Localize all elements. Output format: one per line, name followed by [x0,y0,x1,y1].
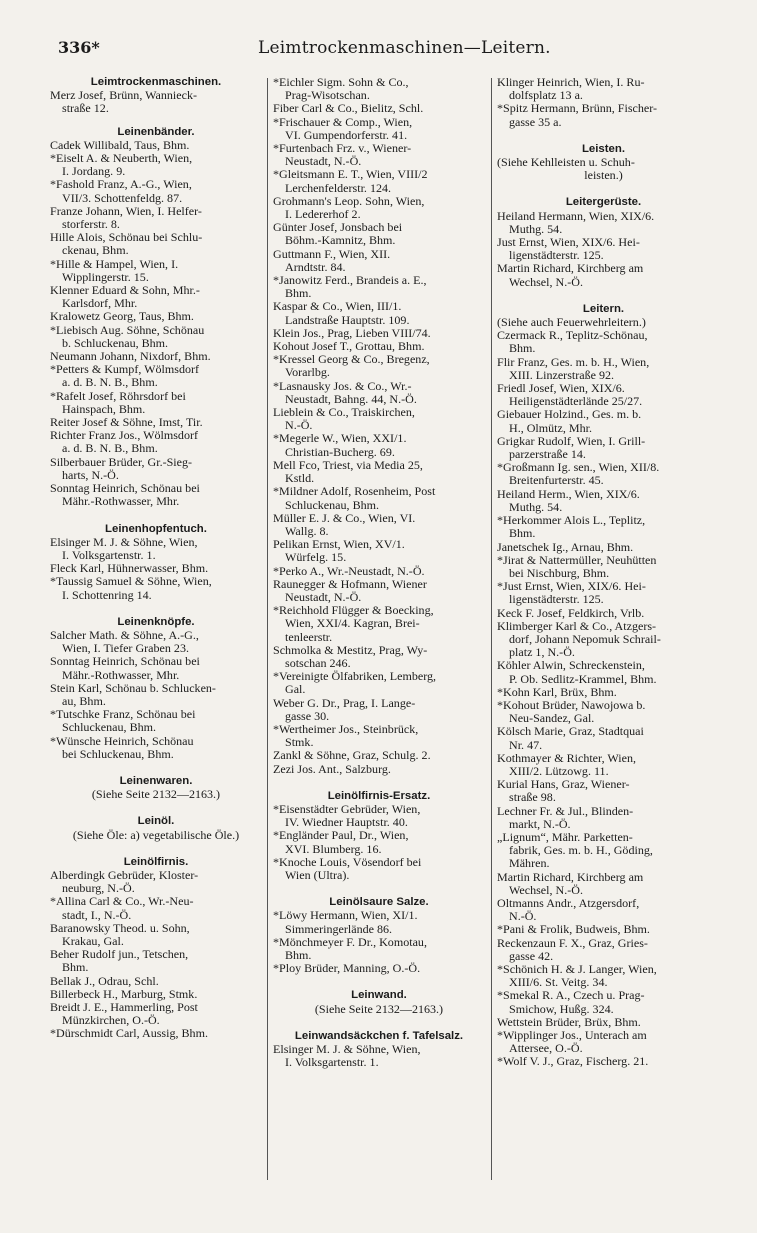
entry-continuation: ckenau, Bhm. [62,244,129,258]
entry-line: Kaspar & Co., Wien, III/1. [273,300,402,314]
entry-continuation: gasse 35 a. [509,115,562,129]
cross-reference: (Siehe Seite 2132—2163.) [91,788,221,802]
entry-continuation: Stmk. [285,736,314,750]
section-heading: Leinwandsäckchen f. Tafelsalz. [294,1029,464,1042]
entry-line: *Fashold Franz, A.-G., Wien, [50,178,192,192]
section-gap [497,129,710,143]
entry-line: *Pani & Frolik, Budweis, Bhm. [497,923,650,937]
entry-line: *Eisenstädter Gebrüder, Wien, [273,802,421,816]
entry-continuation: Bhm. [285,287,312,301]
entry-line: Fiber Carl & Co., Bielitz, Schl. [273,102,424,116]
entry-line: Kölsch Marie, Graz, Stadtquai [497,725,644,739]
entry-continuation: Neustadt, N.-Ö. [285,590,362,604]
entry-line: Grohmann's Leop. Sohn, Wien, [273,194,425,208]
entry-line: Günter Josef, Jonsbach bei [273,221,403,235]
entry-continuation: Hainspach, Bhm. [62,402,146,416]
entry-line: Just Ernst, Wien, XIX/6. Hei- [497,236,640,250]
section-heading: Leisten. [581,142,626,155]
entry-line: Baranowsky Theod. u. Sohn, [50,921,190,935]
entry-line: Neumann Johann, Nixdorf, Bhm. [50,350,211,364]
entry-line: *Dürschmidt Carl, Aussig, Bhm. [50,1027,208,1041]
entry-line: Kralowetz Georg, Taus, Bhm. [50,310,194,324]
entry-line: *Wünsche Heinrich, Schönau [50,734,194,748]
entry-line: Silberbauer Brüder, Gr.-Sieg- [50,455,193,469]
entry-continuation: Heiligenstädterlände 25/27. [509,395,643,409]
entry-continuation: Bhm. [62,961,89,975]
entry-line: Sonntag Heinrich, Schönau bei [50,655,200,669]
entry-continuation: markt, N.-Ö. [509,817,571,831]
entry-line: *Gleitsmann E. T., Wien, VIII/2 [273,168,428,182]
entry-continuation: b. Schluckenau, Bhm. [62,336,169,350]
entry-line: Zezi Jos. Ant., Salzburg. [273,762,391,776]
entry-line: Friedl Josef, Wien, XIX/6. [497,382,625,396]
entry-continuation: ligenstädterstr. 125. [509,593,604,607]
entry-continuation: Wallg. 8. [285,524,329,538]
entry-continuation: Mähr.-Rothwasser, Mhr. [62,668,180,682]
entry-line: (Siehe auch Feuerwehrleitern.) [497,316,646,330]
entry-continuation: platz 1, N.-Ö. [509,646,575,660]
entry-continuation: Wien, I. Tiefer Graben 23. [62,642,189,656]
entry-line: Martin Richard, Kirchberg am [497,262,644,276]
entry-continuation: fabrik, Ges. m. b. H., Göding, [509,844,653,858]
entry-line: *Eichler Sigm. Sohn & Co., [273,76,409,89]
entry-line: Richter Franz Jos., Wölmsdorf [50,429,198,443]
entry-continuation: storferstr. 8. [62,218,120,232]
entry-continuation: Breitenfurterstr. 45. [509,474,604,488]
entry-line: (Siehe Kehlleisten u. Schuh- [497,156,635,170]
entry-line: *Taussig Samuel & Söhne, Wien, [50,575,212,589]
entry-continuation: Schluckenau, Bhm. [285,498,380,512]
entry-continuation: Mähren. [509,857,550,871]
entry-line: Schmolka & Mestitz, Prag, Wy- [273,643,428,657]
entry-line: Kohout Josef T., Grottau, Bhm. [273,340,425,354]
entry-continuation: straße 12. [62,102,109,116]
entry-line: *Mönchmeyer F. Dr., Komotau, [273,935,427,949]
entry-line: *Kohout Brüder, Nawojowa b. [497,698,646,712]
entry-continuation: Lerchenfelderstr. 124. [285,181,392,195]
entry-continuation: Neustadt, Bahng. 44, N.-Ö. [285,392,417,406]
entry-line: *Knoche Louis, Vösendorf bei [273,855,422,869]
section-heading: Leitern. [582,302,625,315]
entry-line: *Wertheimer Jos., Steinbrück, [273,722,419,736]
entry-continuation: a. d. B. N. B., Bhm. [62,442,158,456]
entry-continuation: harts, N.-Ö. [62,468,119,482]
entry-continuation: VI. Gumpendorferstr. 41. [285,128,408,142]
entry-line: „Lignum“, Mähr. Parketten- [497,830,633,844]
entry-line: Köhler Alwin, Schreckenstein, [497,659,645,673]
section-heading: Leinöl. [137,815,175,828]
entry-line: *Mildner Adolf, Rosenheim, Post [273,485,436,499]
entry-line: Weber G. Dr., Prag, I. Lange- [273,696,416,710]
entry-line: Giebauer Holzind., Ges. m. b. [497,408,642,422]
entry-continuation: Smichow, Hußg. 324. [509,1002,614,1016]
entry-continuation: Neustadt, N.-Ö. [285,155,362,169]
entry-continuation: gasse 42. [509,949,554,963]
entry-line: Billerbeck H., Marburg, Stmk. [50,987,198,1001]
entry-line: *Megerle W., Wien, XXI/1. [273,432,407,446]
entry-line: Elsinger M. J. & Söhne, Wien, [273,1043,421,1057]
entry-line: *Herkommer Alois L., Teplitz, [497,514,646,528]
entry-continuation: Landstraße Hauptstr. 109. [285,313,410,327]
column-right [497,76,710,1069]
entry-line: Klenner Eduard & Sohn, Mhr.- [50,284,200,298]
entry-line: *Petters & Kumpf, Wölmsdorf [50,363,200,377]
entry-line: Lechner Fr. & Jul., Blinden- [497,804,634,818]
entry-continuation: dorf, Johann Nepomuk Schrail- [509,632,661,646]
entry-continuation: Krakau, Gal. [62,934,124,948]
page-number: 336* [58,38,100,57]
entry-line: *Lasnausky Jos. & Co., Wr.- [273,379,412,393]
section-heading: Leinenwaren. [119,774,193,787]
entry-line: Klinger Heinrich, Wien, I. Ru- [497,76,645,89]
entry-line: *Großmann Ig. sen., Wien, XII/8. [497,461,660,475]
entry-line: Klimberger Karl & Co., Atzgers- [497,619,657,633]
entry-line: Raunegger & Hofmann, Wiener [273,577,427,591]
entry-continuation: au, Bhm. [62,694,106,708]
entry-continuation: Muthg. 54. [509,500,563,514]
entry-continuation: Böhm.-Kamnitz, Bhm. [285,234,396,248]
section-heading: Leimtrockenmaschinen. [90,76,222,88]
entry-line: Grigkar Rudolf, Wien, I. Grill- [497,434,646,448]
entry-line: Hille Alois, Schönau bei Schlu- [50,231,203,245]
entry-continuation: tenleerstr. [285,630,333,644]
entry-line: Pelikan Ernst, Wien, XV/1. [273,538,405,552]
entry-continuation: parzerstraße 14. [509,448,586,462]
entry-line: Guttmann F., Wien, XII. [273,247,391,261]
entry-continuation: N.-Ö. [285,419,313,433]
entry-line: Keck F. Josef, Feldkirch, Vrlb. [497,606,645,620]
entry-continuation: VII/3. Schottenfeldg. 87. [62,191,183,205]
entry-continuation: ligenstädterstr. 125. [509,249,604,263]
entry-continuation: Münzkirchen, O.-Ö. [62,1014,160,1028]
entry-line: Oltmanns Andr., Atzgersdorf, [497,896,640,910]
entry-continuation: Wien, XXI/4. Kagran, Brei- [285,617,420,631]
entry-line: *Spitz Hermann, Brünn, Fischer- [497,102,658,116]
entry-continuation: bei Nischburg, Bhm. [509,566,610,580]
entry-continuation: I. Schottenring 14. [62,588,152,602]
entry-continuation: Wechsel, N.-Ö. [509,275,583,289]
entry-line: Flir Franz, Ges. m. b. H., Wien, [497,355,650,369]
section-heading: Leinölfirnis-Ersatz. [327,789,431,802]
entry-continuation: XIII. Linzerstraße 92. [509,368,615,382]
entry-line: *Janowitz Ferd., Brandeis a. E., [273,274,427,288]
entry-continuation: I. Ledererhof 2. [285,208,361,222]
entry-line: *Liebisch Aug. Söhne, Schönau [50,323,205,337]
entry-line: *Vereinigte Ölfabriken, Lemberg, [273,670,437,684]
entry-line: Breidt J. E., Hammerling, Post [50,1001,198,1014]
entry-line: Stein Karl, Schönau b. Schlucken- [50,681,216,695]
entry-continuation: Arndtstr. 84. [285,260,346,274]
entry-continuation: XVI. Blumberg. 16. [285,842,382,856]
entry-line: Czermack R., Teplitz-Schönau, [497,329,648,343]
section-heading: Leinölsaure Salze. [329,896,429,909]
entry-continuation: I. Jordang. 9. [62,165,126,179]
entry-continuation: Simmeringerlände 86. [285,922,393,936]
section-gap [273,975,485,989]
entry-line: Cadek Willibald, Taus, Bhm. [50,138,190,152]
entry-line: *Wolf V. J., Graz, Fischerg. 21. [497,1055,649,1069]
entry-continuation: gasse 30. [285,709,330,723]
entry-continuation: XIII/6. St. Veitg. 34. [509,976,608,990]
entry-continuation: Wien (Ultra). [285,868,350,882]
entry-continuation: Bhm. [509,342,536,356]
entry-line: *Jirat & Nattermüller, Neuhütten [497,553,657,567]
entry-line: *Just Ernst, Wien, XIX/6. Hei- [497,580,646,594]
entry-line: Heiland Hermann, Wien, XIX/6. [497,209,655,223]
entry-line: *Engländer Paul, Dr., Wien, [273,829,409,843]
entry-line: Elsinger M. J. & Söhne, Wien, [50,535,198,549]
entry-line: Klein Jos., Prag, Lieben VIII/74. [273,326,431,340]
column-divider [267,78,268,1180]
section-gap [497,182,710,196]
entry-continuation: sotschan 246. [285,656,351,670]
entry-continuation: Attersee, O.-Ö. [509,1042,583,1056]
section-gap [50,509,262,523]
entry-continuation: Gal. [285,683,306,697]
section-heading: Leinenbänder. [117,125,195,138]
entry-line: Kurial Hans, Graz, Wiener- [497,778,630,792]
entry-continuation: H., Olmütz, Mhr. [509,421,592,435]
cross-reference: (Siehe Öle: a) vegetabilische Öle.) [72,828,240,842]
entry-line: Wettstein Brüder, Brüx, Bhm. [497,1015,641,1029]
entry-continuation: IV. Wiedner Hauptstr. 40. [285,816,408,830]
entry-continuation: I. Volksgartenstr. 1. [285,1056,379,1070]
entry-continuation: Muthg. 54. [509,222,563,236]
entry-continuation: Vorarlbg. [285,366,330,380]
entry-line: Reckenzaun F. X., Graz, Gries- [497,936,648,950]
entry-line: *Wipplinger Jos., Unterach am [497,1029,647,1043]
entry-continuation: Würfelg. 15. [285,551,347,565]
entry-line: Salcher Math. & Söhne, A.-G., [50,628,199,642]
entry-line: Kothmayer & Richter, Wien, [497,751,636,765]
entry-continuation: Neu-Sandez, Gal. [509,712,595,726]
entry-continuation: Kstld. [285,472,315,486]
entry-continuation: straße 98. [509,791,556,805]
entry-line: Mell Fco, Triest, via Media 25, [273,458,423,472]
entry-line: *Rafelt Josef, Röhrsdorf bei [50,389,186,403]
section-gap [50,761,262,775]
entry-continuation: a. d. B. N. B., Bhm. [62,376,158,390]
entry-continuation: stadt, I., N.-Ö. [62,908,132,922]
section-heading: Leinwand. [351,989,407,1002]
section-gap [497,289,710,303]
section-heading: Leinenknöpfe. [117,615,195,628]
entry-continuation: I. Volksgartenstr. 1. [62,548,156,562]
entry-line: Sonntag Heinrich, Schönau bei [50,482,200,496]
entry-line: *Kressel Georg & Co., Bregenz, [273,353,430,367]
section-gap [50,801,262,815]
column-left [50,76,262,1041]
entry-line: *Tutschke Franz, Schönau bei [50,708,196,722]
entry-line: Martin Richard, Kirchberg am [497,870,644,884]
entry-line: Zankl & Söhne, Graz, Schulg. 2. [273,749,431,763]
entry-line: *Hille & Hampel, Wien, I. [50,257,179,271]
column-middle [273,76,485,1069]
entry-line: Heiland Herm., Wien, XIX/6. [497,487,640,501]
section-heading: Leinölfirnis. [123,855,189,868]
entry-line: *Allina Carl & Co., Wr.-Neu- [50,895,194,909]
entry-line: *Kohn Karl, Brüx, Bhm. [497,685,617,699]
section-gap [50,116,262,126]
entry-continuation: Prag-Wisotschan. [285,89,370,103]
entry-line: *Löwy Hermann, Wien, XI/1. [273,909,418,923]
entry-continuation: Wipplingerstr. 15. [62,270,149,284]
entry-continuation: Wechsel, N.-Ö. [509,883,583,897]
cross-reference: leisten.) [584,169,623,183]
entry-continuation: neuburg, N.-Ö. [62,882,135,896]
entry-line: *Frischauer & Comp., Wien, [273,115,413,129]
column-divider [491,78,492,1180]
section-heading: Leitergerüste. [565,196,642,209]
section-gap [273,1016,485,1030]
section-gap [50,842,262,856]
section-gap [273,882,485,896]
cross-reference: (Siehe Seite 2132—2163.) [314,1002,444,1016]
entry-line: *Furtenbach Frz. v., Wiener- [273,142,412,156]
section-gap [273,776,485,790]
entry-continuation: Nr. 47. [509,738,543,752]
entry-line: *Reichhold Flügger & Boecking, [273,604,434,618]
entry-continuation: XIII/2. Lützowg. 11. [509,764,609,778]
entry-continuation: Bhm. [509,527,536,541]
entry-line: Müller E. J. & Co., Wien, VI. [273,511,416,525]
entry-line: Merz Josef, Brünn, Wannieck- [50,89,198,103]
entry-continuation: dolfsplatz 13 a. [509,89,583,103]
entry-line: Lieblein & Co., Traiskirchen, [273,406,415,420]
entry-continuation: Bhm. [285,949,312,962]
entry-line: Bellak J., Odrau, Schl. [50,974,159,988]
entry-line: Janetschek Ig., Arnau, Bhm. [497,540,634,554]
entry-line: *Eiselt A. & Neuberth, Wien, [50,152,193,166]
section-gap [50,602,262,616]
entry-continuation: Mähr.-Rothwasser, Mhr. [62,495,180,509]
entry-continuation: N.-Ö. [509,910,537,924]
page-header [0,38,757,64]
entry-continuation: P. Ob. Sedlitz-Krammel, Bhm. [509,672,657,686]
entry-continuation: Karlsdorf, Mhr. [62,297,138,311]
entry-line: Franze Johann, Wien, I. Helfer- [50,204,202,218]
entry-line: Fleck Karl, Hühnerwasser, Bhm. [50,562,209,576]
entry-line: Beher Rudolf jun., Tetschen, [50,948,189,962]
entry-line: Alberdingk Gebrüder, Kloster- [50,868,199,882]
section-heading: Leinenhopfentuch. [105,522,207,535]
entry-line: *Smekal R. A., Czech u. Prag- [497,989,645,1003]
page-title: Leimtrockenmaschinen—Leitern. [258,38,551,58]
entry-line: Reiter Josef & Söhne, Imst, Tir. [50,416,203,430]
entry-continuation: Schluckenau, Bhm. [62,721,157,735]
entry-line: *Perko A., Wr.-Neustadt, N.-Ö. [273,564,425,578]
entry-line: *Ploy Brüder, Manning, O.-Ö. [273,962,421,976]
entry-continuation: Christian-Bucherg. 69. [285,445,395,459]
entry-continuation: bei Schluckenau, Bhm. [62,747,174,761]
entry-line: *Schönich H. & J. Langer, Wien, [497,963,657,976]
